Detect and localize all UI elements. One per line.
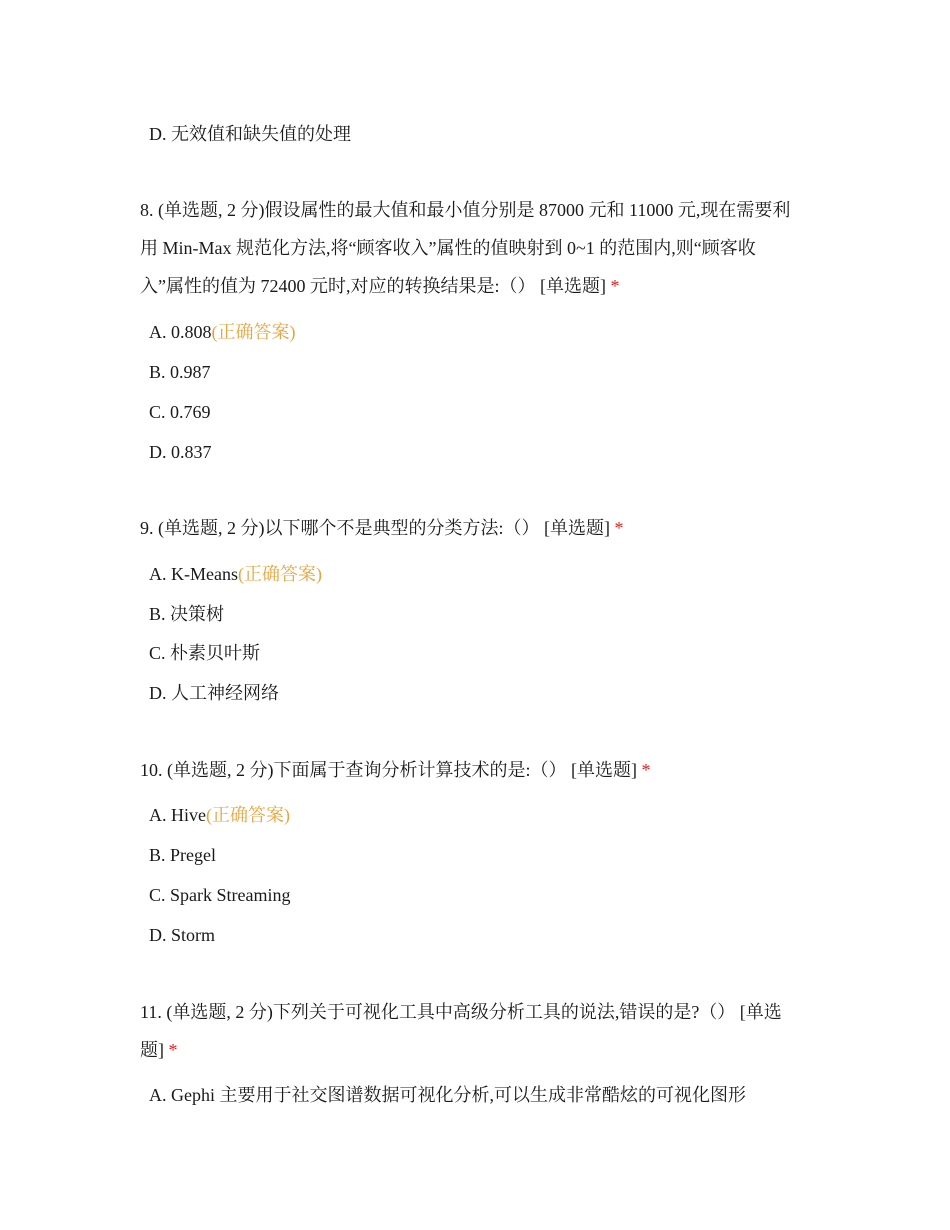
q10-option-a-text: A. Hive [149,805,206,825]
q8-line-3 [140,267,820,305]
q8-option-b [149,359,211,385]
q9-option-d-text: D. 人工神经网络 [149,683,279,703]
q10-option-d [149,922,215,948]
q10-line-1 [140,751,820,789]
q11-line-2 [140,1031,820,1069]
q9-option-a [149,561,322,587]
q7-option-d-text: D. 无效值和缺失值的处理 [149,124,351,144]
q8-question [140,191,820,305]
q8-line-3-text: 入”属性的值为 72400 元时,对应的转换结果是:（） [单选题] [140,276,606,296]
q9-line-1 [140,509,820,547]
q10-option-b [149,842,216,868]
q10-option-c-text: C. Spark Streaming [149,885,291,905]
q10-option-c [149,882,291,908]
q8-option-a [149,319,296,345]
q9-option-c-text: C. 朴素贝叶斯 [149,643,261,663]
q11-option-a [149,1082,746,1108]
q8-option-d-text: D. 0.837 [149,442,212,462]
q11-line-1: 11. (单选题, 2 分)下列关于可视化工具中高级分析工具的说法,错误的是?（） [单选 [140,1002,782,1022]
q10-option-a [149,802,290,828]
q11-line-2-text: 题] [140,1040,164,1060]
q9-correct-answer-tag: (正确答案) [237,564,322,584]
q10-question [140,751,820,789]
q9-required-mark: * [614,518,624,538]
q11-required-mark: * [168,1040,178,1060]
q9-option-b-text: B. 决策树 [149,604,225,624]
q8-option-d [149,439,212,465]
q9-line-1-text: 9. (单选题, 2 分)以下哪个不是典型的分类方法:（） [单选题] [140,518,610,538]
q9-option-c [149,640,260,666]
q8-correct-answer-tag: (正确答案) [211,322,296,342]
q10-option-b-text: B. Pregel [149,845,216,865]
q8-line-2: 用 Min-Max 规范化方法,将“顾客收入”属性的值映射到 0~1 的范围内,则“顾客收 [140,238,756,258]
q8-option-a-text: A. 0.808 [149,322,212,342]
q8-option-c [149,399,211,425]
q10-required-mark: * [641,760,651,780]
q8-option-c-text: C. 0.769 [149,402,211,422]
q10-correct-answer-tag: (正确答案) [206,805,290,825]
q8-option-b-text: B. 0.987 [149,362,211,382]
q9-option-b [149,601,224,627]
q10-line-1-text: 10. (单选题, 2 分)下面属于查询分析计算技术的是:（） [单选题] [140,760,637,780]
q11-question [140,993,820,1069]
q8-line-1: 8. (单选题, 2 分)假设属性的最大值和最小值分别是 87000 元和 11000 元,现在需要利 [140,200,791,220]
q8-required-mark: * [610,276,620,296]
q9-option-d [149,680,279,706]
q10-option-d-text: D. Storm [149,925,216,945]
q7-option-d [149,121,351,147]
q9-option-a-text: A. K-Means [149,564,238,584]
q11-option-a-text: A. Gephi 主要用于社交图谱数据可视化分析,可以生成非常酷炫的可视化图形 [149,1085,746,1105]
q9-question [140,509,820,547]
